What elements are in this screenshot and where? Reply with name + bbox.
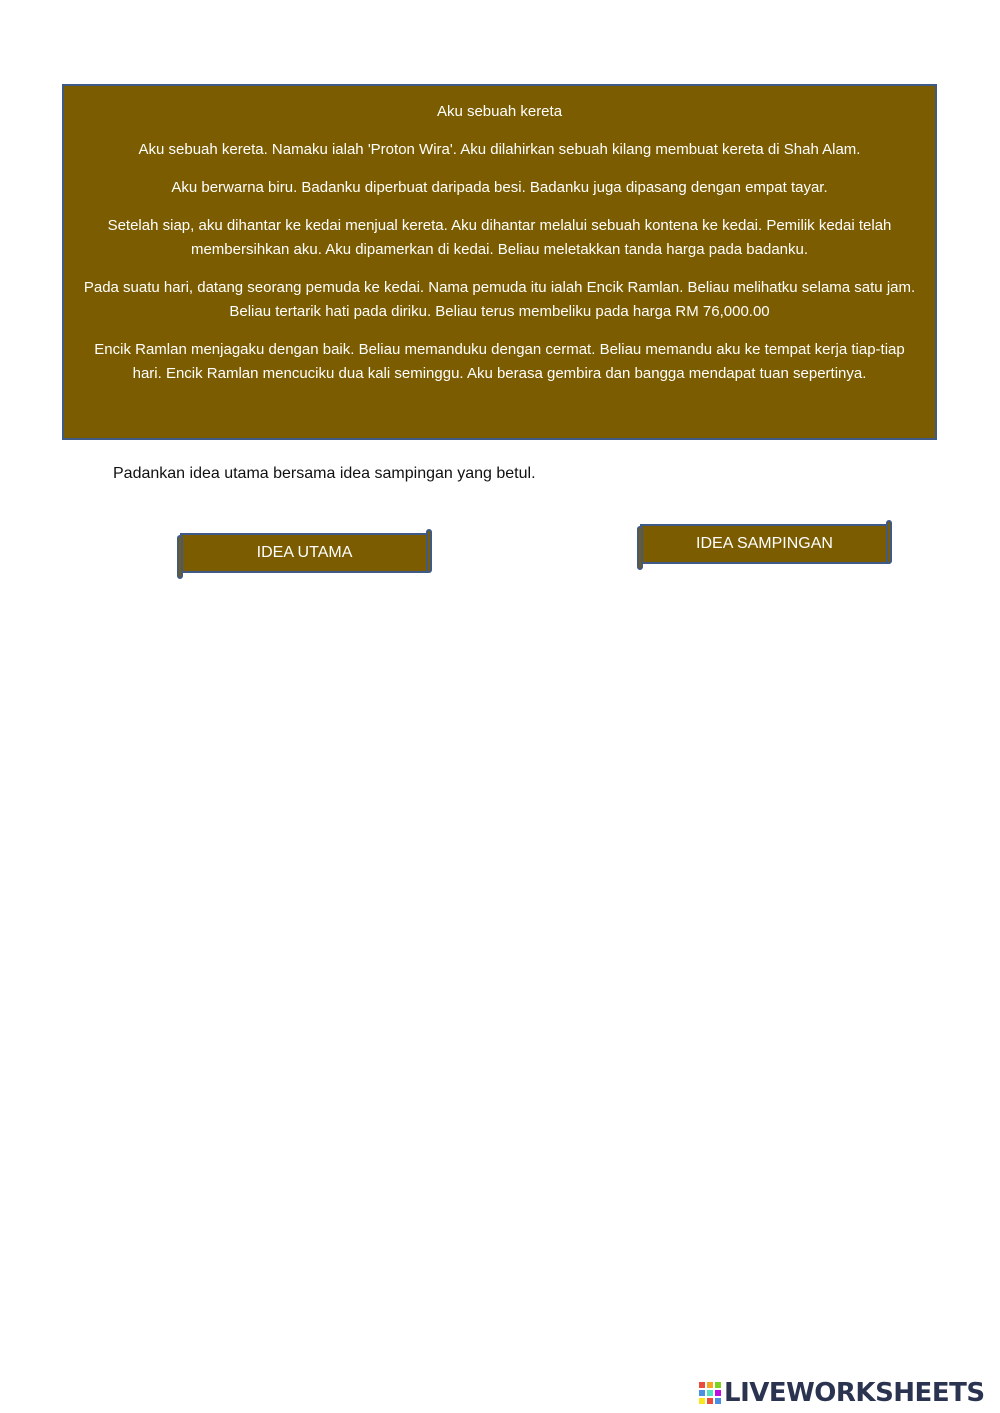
brand-name: LIVEWORKSHEETS [724, 1378, 985, 1408]
story-paragraph-1: Aku sebuah kereta. Namaku ialah 'Proton Wira'. Aku dilahirkan sebuah kilang membuat kereta di Shah Alam. [138, 141, 861, 158]
liveworksheets-brand [698, 1378, 985, 1408]
main-idea-label: IDEA UTAMA [256, 544, 353, 561]
story-paragraph-4: Pada suatu hari, datang seorang pemuda ke kedai. Nama pemuda itu ialah Encik Ramlan. Beliau melihatku selama satu jam. Beliau tertarik hati pada diriku. Beliau terus membeliku pada harga RM 76,000.00 [83, 279, 916, 320]
supporting-idea-header [640, 524, 889, 564]
scroll-curl-left [177, 535, 183, 579]
supporting-idea-label: IDEA SAMPINGAN [696, 535, 833, 552]
story-box [62, 84, 937, 440]
story-paragraph-2: Aku berwarna biru. Badanku diperbuat daripada besi. Badanku juga dipasang dengan empat tayar. [171, 179, 828, 196]
story-paragraph-3: Setelah siap, aku dihantar ke kedai menjual kereta. Aku dihantar melalui sebuah kontena ke kedai. Pemilik kedai telah membersihkan aku. Aku dipamerkan di kedai. Beliau meletakkan tanda harga pada badanku. [107, 217, 892, 258]
scroll-curl-right [886, 520, 892, 564]
liveworksheets-logo-icon [698, 1381, 722, 1405]
story-paragraph-5: Encik Ramlan menjagaku dengan baik. Beliau memanduku dengan cermat. Beliau memandu aku ke tempat kerja tiap-tiap hari. Encik Ramlan mencuciku dua kali seminggu. Aku berasa gembira dan bangga mendapat tuan sepertinya. [94, 341, 905, 382]
main-idea-header [180, 533, 429, 573]
instruction-text: Padankan idea utama bersama idea sampingan yang betul. [113, 465, 536, 482]
scroll-curl-left [637, 526, 643, 570]
story-title: Aku sebuah kereta [436, 103, 563, 120]
scroll-curl-right [426, 529, 432, 573]
